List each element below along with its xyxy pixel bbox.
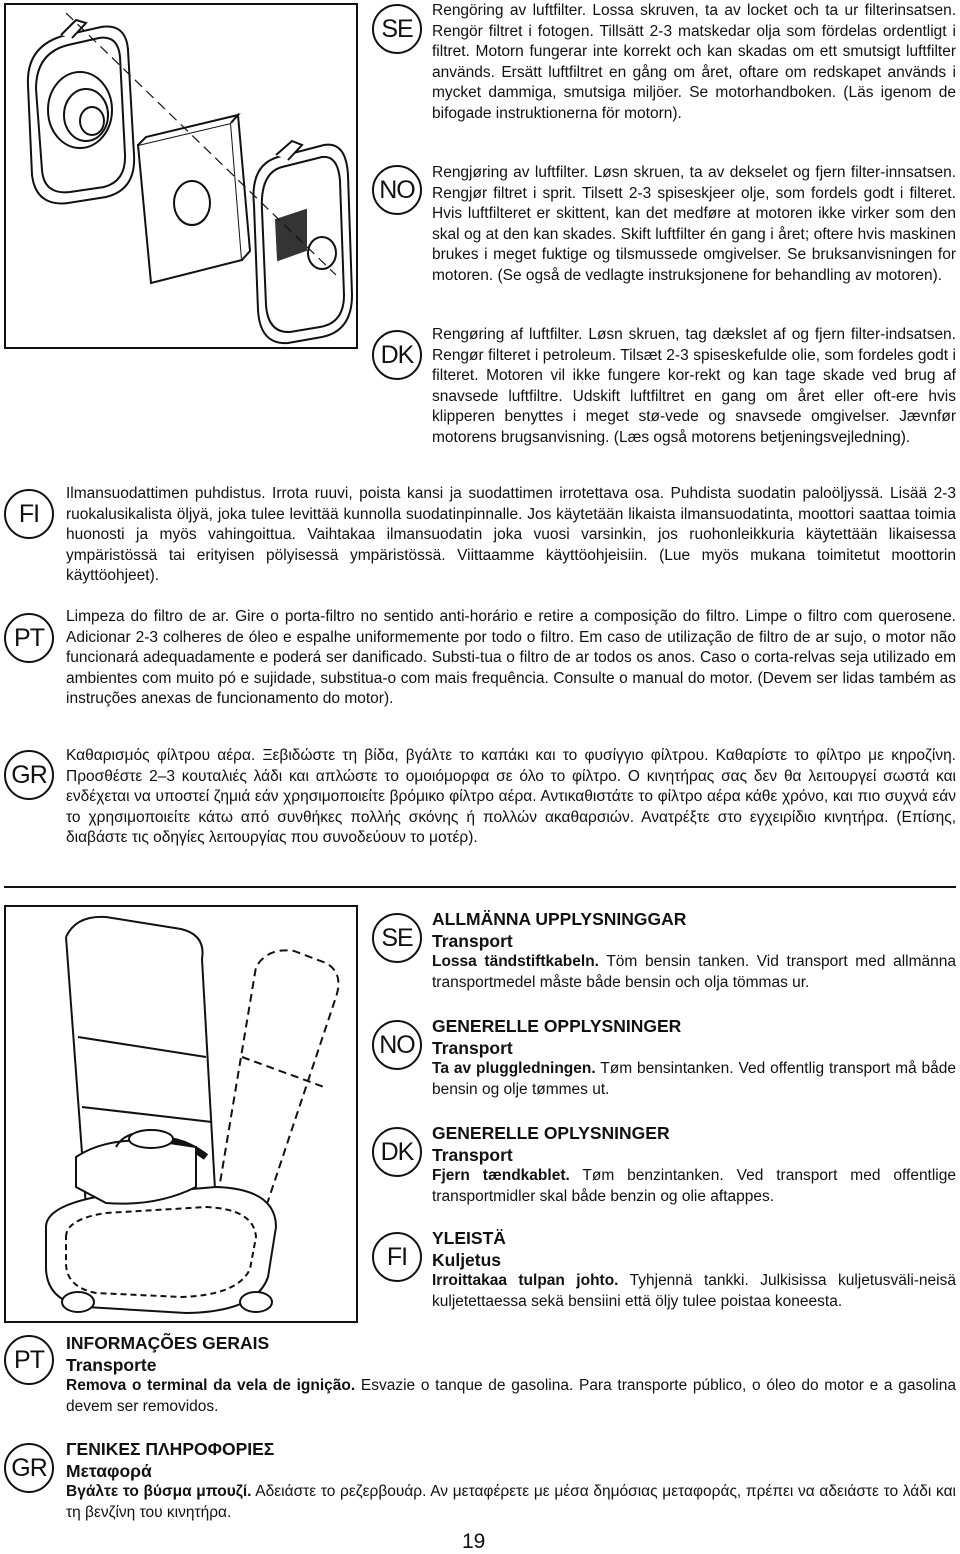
cleaning-text-se: Rengöring av luftfilter. Lossa skruven, ta av locket och ta ur filterinsatsen. Rengör filtret i fotogen. Tillsätt 2-3 matskedar olja som fördelas ordentligt i filtret. Motorn fungerar inte korrekt och kan skadas om ett smutsigt luftfilter används. Ersätt luftfiltret en gång om året, oftare om redskapet används i mycket dammiga, smutsiga miljöer. Se motorhandboken. (Läs igenom de bifogade instruktionerna för motorn). [432,2,956,122]
language-badge-dk-transport [372,1127,422,1177]
badge-label: DK [380,340,414,369]
transport-text [432,952,956,993]
badge-label: SE [381,14,413,43]
language-badge-gr [4,750,54,800]
language-badge-fi [4,489,54,539]
section-subheading: Transporte [66,1355,157,1375]
filter-housing-back [28,20,134,203]
language-badge-fi-transport [372,1232,422,1282]
transport-text [66,1482,956,1523]
section-subheading: Μεταφορά [66,1461,152,1481]
body-text: Tyhjennä tankki. Julkisissa kuljetusväli-neisä kuljetettaessa sekä bensiini että öljy tulee poistaa koneesta. [432,1272,956,1310]
lead-text: Lossa tändstiftkabeln. [432,953,599,970]
section-heading: YLEISTÄ [432,1228,506,1248]
transport-block-gr [66,1438,956,1523]
section-heading: INFORMAÇÕES GERAIS [66,1333,270,1353]
badge-label: NO [379,1030,415,1059]
body-text: Tøm bensintanken. Ved offentlig transport må både bensin og olje tømmes ut. [432,1060,956,1098]
section-subheading: Transport [432,1145,513,1165]
filter-element [138,115,250,283]
transport-block-no [432,1015,956,1100]
lead-text: Fjern tændkablet. [432,1167,570,1184]
language-badge-pt [4,613,54,663]
lead-text: Ta av pluggledningen. [432,1060,596,1077]
language-badge-no [372,165,422,215]
language-badge-se [372,4,422,54]
transport-block-fi [432,1227,956,1312]
badge-label: NO [379,175,415,204]
section-heading: GENERELLE OPPLYSNINGER [432,1016,682,1036]
lead-text: Βγάλτε το βύσμα μπουζί. [66,1483,252,1500]
body-text: Esvazie o tanque de gasolina. Para transporte público, o óleo do motor e a gasolina devem ser removidos. [66,1377,956,1415]
wheel [240,1292,272,1312]
body-text: Töm bensin tanken. Vid transport med allmänna transportmedel måste både bensin och olja tömmas ur. [432,953,956,991]
transport-text [432,1166,956,1207]
section-subheading: Transport [432,931,513,951]
cleaning-text-dk: Rengøring af luftfilter. Løsn skruen, tag dækslet af og fjern filter-indsatsen. Rengør filteret i petroleum. Tilsæt 2-3 spiseskefulde olie, som fordeles godt i filteret. Motoren vil ikke fungere kor-rekt og kan tage skade ved brug af snavsede luftfiltre. Udskift luftfiltret en gang om året eller oft-ere hvis klipperen benyttes i meget stø-vede og snavsede omgivelser. Jævnfør motorens brugsanvisning. (Læs også motorens betjeningsvejledning). [432,326,956,446]
badge-label: PT [14,1345,44,1374]
section-divider [4,886,956,888]
section-subheading: Transport [432,1038,513,1058]
badge-label: PT [14,623,44,652]
badge-label: FI [18,499,40,528]
air-filter-drawing [6,5,356,347]
badge-label: SE [381,923,413,952]
cleaning-text-no: Rengjøring av luftfilter. Løsn skruen, ta av dekselet og fjern filter-innsatsen. Rengjør filtret i sprit. Tilsett 2-3 spiseskjeer olje, som fordels godt i filteret. Hvis luftfilteret er skittent, kan det medføre at motoren ikke virker som den skal og at den kan skades. Skift luftfilter én gang i året; oftere hvis maskinen brukes i meget fuktige og tilsmussede omgivelser. Se bruksanvisningen for motoren. (Se også de vedlagte instruksjonene for behandling av motoren). [432,164,956,284]
badge-label: GR [11,760,47,789]
badge-label: DK [380,1137,414,1166]
cleaning-text-fi: Ilmansuodattimen puhdistus. Irrota ruuvi, poista kansi ja suodattimen irrotettava osa. Puhdista suodatin paloöljyssä. Lisää 2-3 ruokalusikalista öljyä, joka tulee levittää kunnolla suodatinpinnalle. Jos käytetään likaista ilmansuodatinta, moottori saattaa toimia huonosti ja myös vahingoittua. Vaihtakaa ilmansuodatin joka vuosi varsinkin, jos ruohonleikkuria käytettään likaisessa ympäristössä tai erityisen pölyisessä ympäristössä. Viittaamme käyttöohjeisiin. (Lue myös mukana toimitetut moottorin käyttöohjeet). [66,485,956,584]
section-heading: ΓΕΝΙΚΕΣ ΠΛΗΡΟΦΟΡΙΕΣ [66,1439,275,1459]
transport-block-se [432,908,956,993]
section-heading: ALLMÄNNA UPPLYSNINGGAR [432,909,687,929]
air-filter-illustration [4,3,358,349]
cleaning-text-gr: Καθαρισμός φίλτρου αέρα. Ξεβιδώστε τη βίδα, βγάλτε το καπάκι και το φυσίγγιο φίλτρου. Καθαρίστε το φίλτρο με κηροζίνη. Προσθέστε 2–3 κουταλιές λάδι και απλώστε το ομοιόμορφα σε όλο το φίλτρο. Ο κινητήρας σας δεν θα λειτουργεί σωστά και ενδέχεται να υποστεί ζημιά εάν χρησιμοποιείτε βρόμικο φίλτρο αέρα. Αντικαθιστάτε το φίλτρο αέρα κάθε χρόνο, και πιο συχνά εάν το χρησιμοποιείτε κάτω από συνθήκες πολλής σκόνης ή πολλών ακαθαρσιών. Ανατρέξτε στο εγχειρίδιο κινητήρα. (Επίσης, διαβάστε τις οδηγίες λειτουργίας που συνοδεύουν το μοτέρ). [66,747,956,846]
engine-block [76,1140,196,1203]
lawnmower-fold-illustration [4,905,358,1323]
wheel [62,1292,94,1312]
lead-text: Irroittakaa tulpan johto. [432,1272,619,1289]
page-number: 19 [462,1530,486,1553]
body-text: Αδειάστε το ρεζερβουάρ. Αν μεταφέρετε με μέσα δημόσιας μεταφοράς, πρέπει να αδειάστε το λάδι και τη βενζίνη του κινητήρα. [66,1483,956,1521]
transport-block-dk [432,1122,956,1207]
body-text: Tøm benzintanken. Ved transport med offentlige transportmidler skal både benzin og olie aftappes. [432,1167,956,1205]
section-subheading: Kuljetus [432,1250,502,1270]
language-badge-no-transport [372,1020,422,1070]
cleaning-text-pt: Limpeza do filtro de ar. Gire o porta-filtro no sentido anti-horário e retire a composição do filtro. Limpe o filtro com querosene. Adicionar 2-3 colheres de óleo e espalhe uniformemente por todo o filtro. Em caso de utilização de filtro de ar sujo, o motor não funcionará adequadamente e poderá ser danificado. Substi-tua o filtro de ar todos os anos. Caso o corta-relvas seja utilizado em ambientes com muito pó e sujidade, substitua-o com mais frequência. Consulte o manual do motor. (Devem ser lidas também as instruções anexas de funcionamento do motor). [66,608,956,707]
lawnmower-drawing [6,907,356,1321]
badge-label: GR [11,1453,47,1482]
section-heading: GENERELLE OPLYSNINGER [432,1123,670,1143]
language-badge-se-transport [372,913,422,963]
language-badge-gr-transport [4,1443,54,1493]
transport-text [66,1376,956,1417]
language-badge-pt-transport [4,1335,54,1385]
transport-block-pt [66,1332,956,1417]
transport-text [432,1271,956,1312]
transport-text [432,1059,956,1100]
language-badge-dk [372,330,422,380]
lead-text: Remova o terminal da vela de ignição. [66,1377,356,1394]
badge-label: FI [386,1242,408,1271]
